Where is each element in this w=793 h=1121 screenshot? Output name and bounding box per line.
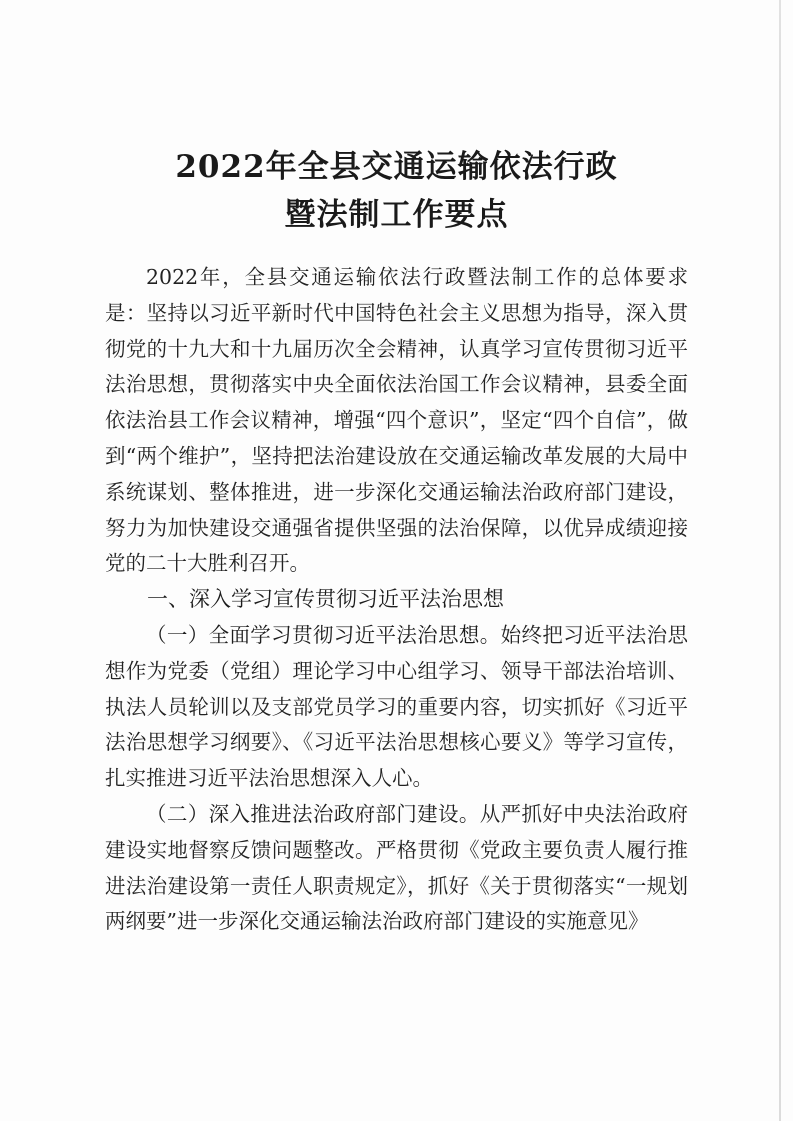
title-line-2: 暨法制工作要点 [284,197,509,233]
document-title [0,143,793,239]
item-2-lead: （二）深入推进法治政府部门建设。 [146,801,480,826]
item-1-paragraph [105,618,688,797]
item-1-body: 始终把习近平法治思想作为党委（党组）理论学习中心组学习、领导干部法治培训、执法人员轮训以及支部党员学习的重要内容，切实抓好《习近平法治思想学习纲要》、《习近平法治思想核心要义》等学习宣传，扎实推进习近平法治思想深入人心。 [105,622,689,791]
item-2-paragraph [105,797,688,940]
section-1-heading: 一、深入学习宣传贯彻习近平法治思想 [147,587,504,612]
intro-paragraph: 2022年，全县交通运输依法行政暨法制工作的总体要求是：坚持以习近平新时代中国特色社会主义思想为指导，深入贯彻党的十九大和十九届历次全会精神，认真学习宣传贯彻习近平法治思想，贯彻落实中央全面依法治国工作会议精神，县委全面依法治县工作会议精神，增强“四个意识”，坚定“四个自信”，做到“两个维护”，坚持把法治建设放在交通运输改革发展的大局中系统谋划、整体推进，进一步深化交通运输法治政府部门建设，努力为加快建设交通强省提供坚强的法治保障，以优异成绩迎接党的二十大胜利召开。 [105,265,688,576]
item-1-lead: （一）全面学习贯彻习近平法治思想。 [146,622,501,647]
item-2-body: 从严抓好中央法治政府建设实地督察反馈问题整改。严格贯彻《党政主要负责人履行推进法治建设第一责任人职责规定》，抓好《关于贯彻落实“一规划两纲要”进一步深化交通运输法治政府部门建设的实施意见》 [105,801,689,934]
title-line-1: 2022年全县交通运输依法行政 [175,149,618,185]
document-body [105,260,688,940]
